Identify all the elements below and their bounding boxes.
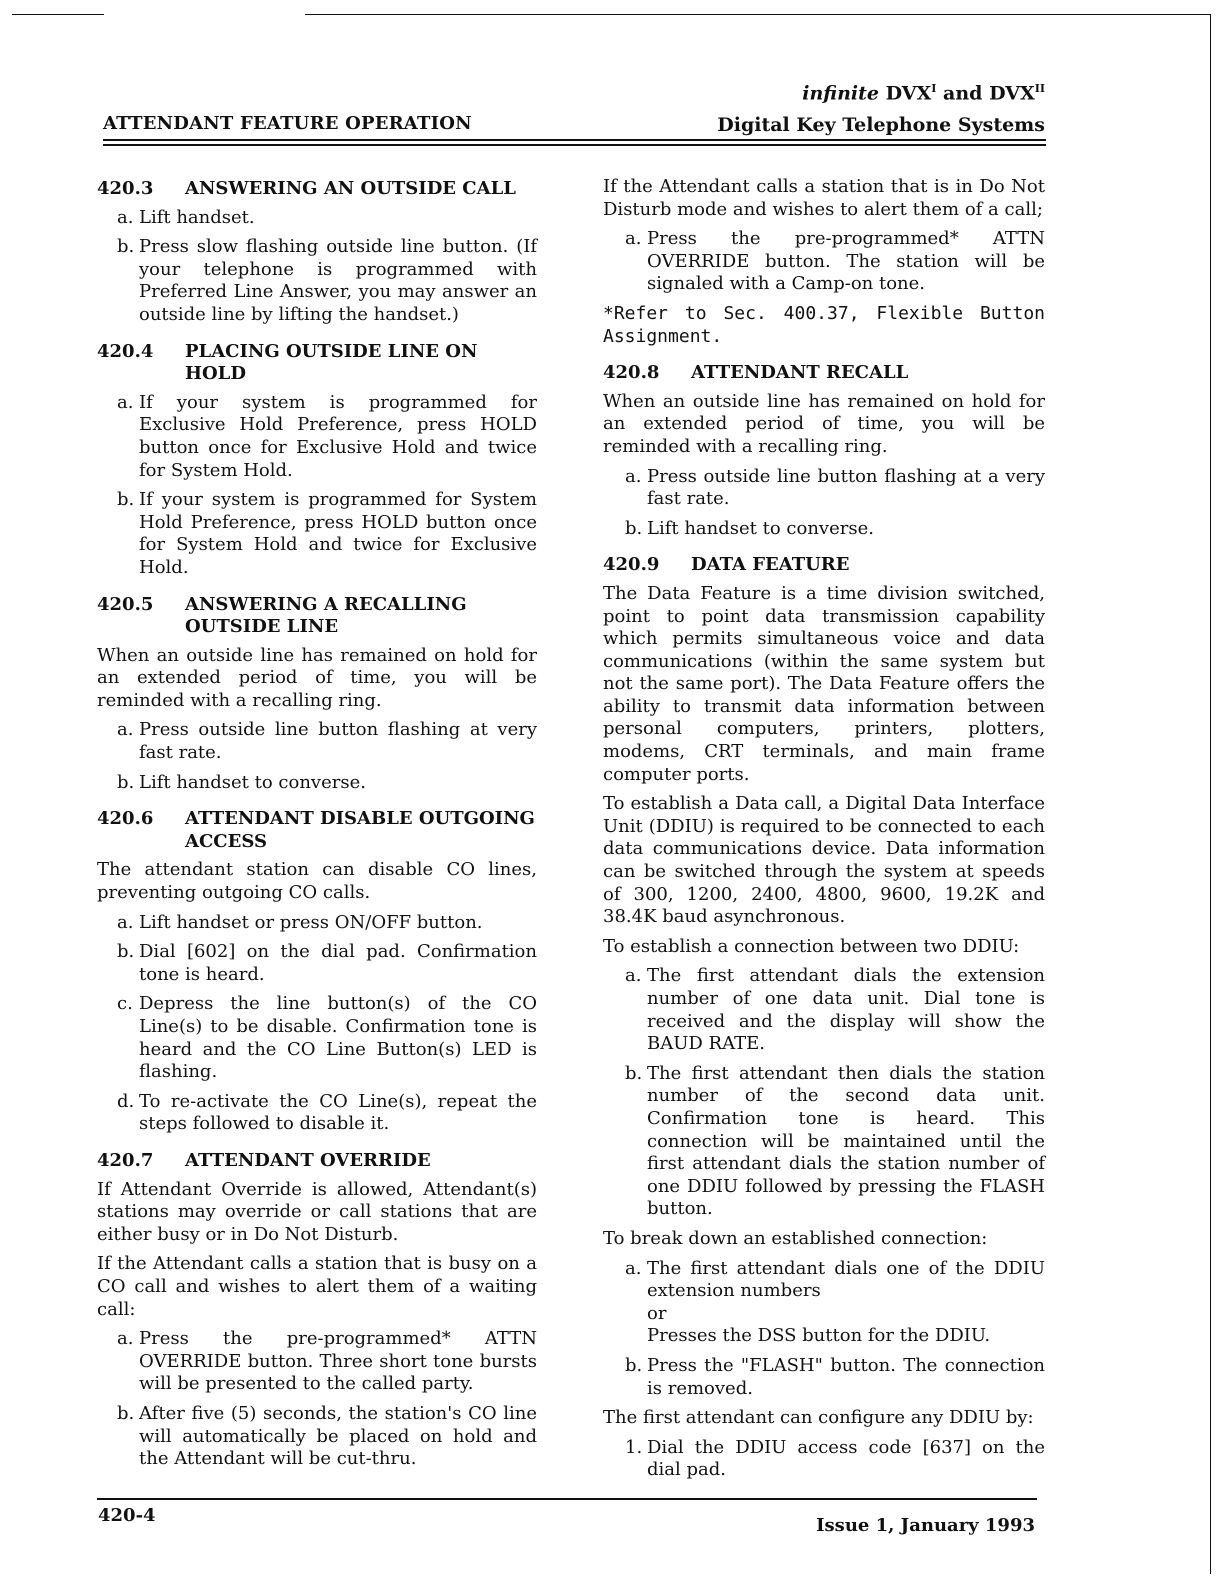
- section-420-3: [97, 178, 537, 201]
- section-title: ANSWERING A RECALLING OUTSIDE LINE: [185, 593, 467, 638]
- page-number: 420-4: [98, 1505, 156, 1526]
- section-number: 420.8: [603, 362, 660, 384]
- paragraph: When an outside line has remained on hold for an extended period of time, you will be reminded with a recalling ring.: [603, 390, 1045, 457]
- section-420-6: [97, 808, 537, 853]
- list-item: a. The first attendant dials one of the DDIU extension numbers: [625, 1257, 1045, 1302]
- section-420-9: [603, 554, 1045, 577]
- right-column: [603, 176, 1045, 1489]
- or-text: or: [647, 1302, 667, 1324]
- paragraph: If the Attendant calls a station that is in Do Not Disturb mode and wishes to alert them of a call;: [603, 176, 1045, 220]
- list-item: b. After five (5) seconds, the station's CO line will automatically be placed on hold and the Attendant will be cut-thru.: [117, 1402, 537, 1470]
- section-number: 420.6: [97, 808, 154, 830]
- list-item-continued: Presses the DSS button for the DDIU.: [647, 1325, 991, 1347]
- paragraph: The first attendant can configure any DDIU by:: [603, 1407, 1034, 1429]
- list-item: a. Lift handset or press ON/OFF button.: [117, 911, 483, 933]
- section-title: ATTENDANT RECALL: [691, 362, 909, 384]
- list-item: a. If your system is programmed for Exclusive Hold Preference, press HOLD button once for Exclusive Hold and twice for System Hold.: [117, 391, 537, 481]
- paragraph: When an outside line has remained on hold for an extended period of time, you will be reminded with a recalling ring.: [97, 644, 537, 711]
- brand-name: infinite: [802, 82, 879, 105]
- header-rule-2: [103, 144, 1046, 146]
- list-item: b. Press slow flashing outside line button. (If your telephone is programmed with Preferred Line Answer, you may answer an outside line by lifting the handset.): [117, 236, 537, 325]
- right-border: [1210, 14, 1211, 1574]
- top-rule-right: [305, 14, 1210, 15]
- section-420-7: [97, 1150, 537, 1173]
- section-420-4: [97, 341, 537, 386]
- section-number: 420.7: [97, 1149, 154, 1171]
- section-title: ANSWERING AN OUTSIDE CALL: [185, 178, 516, 199]
- list-item: a. Press the pre-programmed* ATTN OVERRIDE button. The station will be signaled with a Camp-on tone.: [625, 228, 1045, 295]
- section-title: ATTENDANT OVERRIDE: [185, 1149, 431, 1171]
- paragraph: The attendant station can disable CO lines, preventing outgoing CO calls.: [97, 859, 537, 904]
- header-subtitle: Digital Key Telephone Systems: [717, 114, 1045, 136]
- list-item: b. Lift handset to converse.: [117, 771, 366, 793]
- paragraph: If the Attendant calls a station that is busy on a CO call and wishes to alert them of a waiting call:: [97, 1253, 537, 1320]
- footer-rule: [97, 1498, 1037, 1500]
- section-420-8: [603, 362, 1045, 385]
- product-and: and DVX: [943, 82, 1035, 105]
- list-item: b. If your system is programmed for System Hold Preference, press HOLD button once for System Hold and twice for Exclusive Hold.: [117, 489, 537, 578]
- top-rule-left: [12, 14, 104, 15]
- section-title: ATTENDANT DISABLE OUTGOING ACCESS: [185, 808, 535, 852]
- list-item: a. Press the pre-programmed* ATTN OVERRIDE button. Three short tone bursts will be presented to the called party.: [117, 1328, 537, 1395]
- header-left-title: ATTENDANT FEATURE OPERATION: [103, 113, 472, 134]
- section-title: DATA FEATURE: [691, 554, 850, 576]
- product-name: DVX: [885, 82, 932, 105]
- list-item: a. Lift handset.: [117, 206, 255, 228]
- paragraph: If Attendant Override is allowed, Attendant(s) stations may override or call stations that are either busy or in Do Not Disturb.: [97, 1178, 537, 1245]
- list-item: a. Press outside line button flashing at a very fast rate.: [625, 465, 1045, 510]
- product-sup-2: II: [1034, 82, 1045, 95]
- section-number: 420.5: [97, 593, 154, 615]
- product-sup-1: I: [931, 82, 937, 95]
- header-product: [802, 82, 1045, 104]
- paragraph: The Data Feature is a time division switched, point to point data transmission capability which permits simultaneous voice and data communications (within the same system but not the same port). The Data Feature offers the ability to transmit data information between personal computers, printers, plotters, modems, CRT terminals, and main frame computer ports.: [603, 582, 1045, 785]
- footnote: *Refer to Sec. 400.37, Flexible Button Assignment.: [603, 302, 1045, 347]
- paragraph: To establish a connection between two DDIU:: [603, 935, 1020, 957]
- paragraph: To establish a Data call, a Digital Data Interface Unit (DDIU) is required to be connected to each data communications device. Data information can be switched through the system at speeds of 300, 1200, 2400, 4800, 9600, 19.2K and 38.4K baud asynchronous.: [603, 793, 1045, 928]
- list-item: d. To re-activate the CO Line(s), repeat the steps followed to disable it.: [117, 1090, 537, 1135]
- section-title: PLACING OUTSIDE LINE ON HOLD: [185, 340, 478, 385]
- list-item: c. Depress the line button(s) of the CO Line(s) to be disable. Confirmation tone is heard and the CO Line Button(s) LED is flashing.: [117, 993, 537, 1083]
- section-420-5: [97, 594, 537, 639]
- section-number: 420.9: [603, 554, 660, 576]
- paragraph: To break down an established connection:: [603, 1227, 988, 1249]
- list-item: 1. Dial the DDIU access code [637] on the dial pad.: [625, 1436, 1045, 1481]
- issue-date: Issue 1, January 1993: [816, 1515, 1035, 1536]
- section-number: 420.3: [97, 178, 154, 199]
- list-item: b. Dial [602] on the dial pad. Confirmation tone is heard.: [117, 941, 537, 985]
- list-item: b. The first attendant then dials the station number of the second data unit. Confirmation tone is heard. This connection will be maintained until the first attendant dials the station number of one DDIU followed by pressing the FLASH button.: [625, 1062, 1045, 1220]
- list-item: b. Lift handset to converse.: [625, 517, 874, 539]
- section-number: 420.4: [97, 340, 154, 362]
- left-column: [97, 172, 537, 1478]
- list-item: b. Press the "FLASH" button. The connection is removed.: [625, 1354, 1045, 1399]
- list-item: a. Press outside line button flashing at very fast rate.: [117, 719, 537, 764]
- list-item: a. The first attendant dials the extension number of one data unit. Dial tone is received and the display will show the BAUD RATE.: [625, 965, 1045, 1055]
- header-rule-1: [103, 139, 1046, 141]
